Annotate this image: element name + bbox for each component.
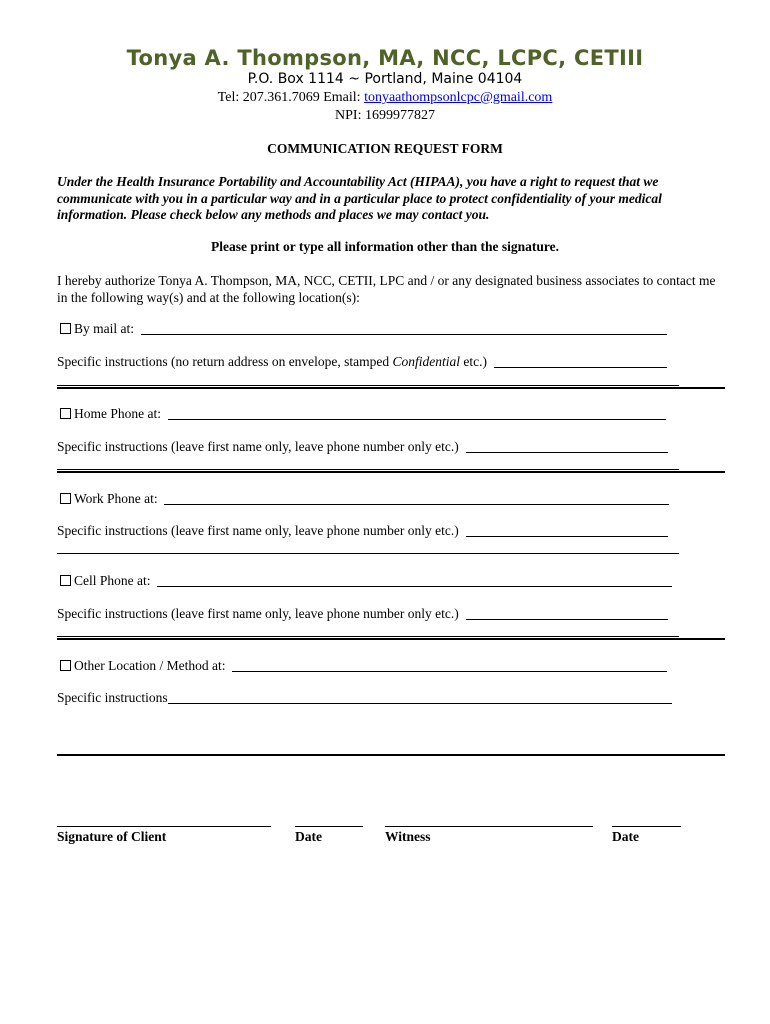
work-phone-row bbox=[60, 491, 669, 507]
practitioner-name: Tonya A. Thompson, MA, NCC, LCPC, CETIII bbox=[126, 46, 644, 70]
npi-number: NPI: 1699977827 bbox=[335, 108, 435, 123]
mail-address-field[interactable] bbox=[141, 322, 667, 335]
email-link[interactable]: tonyaathompsonlcpc@gmail.com bbox=[364, 90, 553, 105]
other-instructions-label: Specific instructions bbox=[57, 690, 168, 705]
section-divider bbox=[57, 638, 725, 640]
work-instructions-field[interactable] bbox=[466, 524, 668, 537]
work-phone-label: Work Phone at: bbox=[74, 491, 158, 506]
authorization-text: I hereby authorize Tonya A. Thompson, MA, NCC, CETII, LPC and / or any designated business associates to contact me in the following way(s) and at the following location(s): bbox=[57, 273, 716, 305]
home-instructions-line[interactable] bbox=[57, 469, 679, 470]
work-phone-field[interactable] bbox=[164, 492, 669, 505]
section-divider bbox=[57, 471, 725, 473]
other-instructions-field[interactable] bbox=[168, 691, 672, 704]
witness-date-label: Date bbox=[612, 829, 639, 844]
cell-phone-field[interactable] bbox=[157, 574, 672, 587]
other-method-label: Other Location / Method at: bbox=[74, 658, 226, 673]
home-phone-row bbox=[60, 406, 666, 422]
witness-date-line[interactable] bbox=[612, 826, 681, 827]
section-divider bbox=[57, 754, 725, 756]
work-instructions-row bbox=[57, 523, 668, 539]
home-instructions-label: Specific instructions (leave first name only, leave phone number only etc.) bbox=[57, 439, 459, 454]
home-instructions-field[interactable] bbox=[466, 440, 668, 453]
client-signature-line[interactable] bbox=[57, 826, 271, 827]
print-note: Please print or type all information other than the signature. bbox=[211, 239, 559, 254]
other-method-row bbox=[60, 658, 667, 674]
mail-instructions-field[interactable] bbox=[494, 355, 667, 368]
mail-instructions-line[interactable] bbox=[57, 385, 679, 386]
work-instructions-line[interactable] bbox=[57, 553, 679, 554]
mail-instructions-suffix: etc.) bbox=[460, 354, 488, 369]
mail-label: By mail at: bbox=[74, 321, 134, 336]
mail-instructions-row bbox=[57, 354, 667, 370]
mail-checkbox[interactable] bbox=[60, 323, 71, 334]
phone-email-label: Tel: 207.361.7069 Email: bbox=[217, 90, 365, 105]
work-phone-checkbox[interactable] bbox=[60, 493, 71, 504]
mail-row bbox=[60, 321, 667, 337]
postal-address: P.O. Box 1114 ~ Portland, Maine 04104 bbox=[247, 71, 523, 87]
client-signature-label: Signature of Client bbox=[57, 829, 167, 844]
client-date-line[interactable] bbox=[295, 826, 363, 827]
home-instructions-row bbox=[57, 439, 668, 455]
hipaa-intro: Under the Health Insurance Portability and Accountability Act (HIPAA), you have a right to request that we communicate with you in a particular way and in a particular place to protect confidentiality of your medical information. Please check below any methods and places we may contact you. bbox=[57, 174, 662, 222]
cell-instructions-label: Specific instructions (leave first name only, leave phone number only etc.) bbox=[57, 606, 459, 621]
cell-phone-label: Cell Phone at: bbox=[74, 573, 151, 588]
witness-label: Witness bbox=[385, 829, 431, 844]
work-instructions-label: Specific instructions (leave first name only, leave phone number only etc.) bbox=[57, 523, 459, 538]
section-divider bbox=[57, 387, 725, 389]
client-date-label: Date bbox=[295, 829, 322, 844]
home-phone-checkbox[interactable] bbox=[60, 408, 71, 419]
mail-instructions-prefix: Specific instructions (no return address on envelope, stamped bbox=[57, 354, 393, 369]
other-method-field[interactable] bbox=[232, 659, 667, 672]
home-phone-label: Home Phone at: bbox=[74, 406, 161, 421]
cell-phone-checkbox[interactable] bbox=[60, 575, 71, 586]
home-phone-field[interactable] bbox=[168, 407, 666, 420]
cell-instructions-field[interactable] bbox=[466, 607, 668, 620]
witness-signature-line[interactable] bbox=[385, 826, 593, 827]
cell-instructions-row bbox=[57, 606, 668, 622]
other-instructions-row bbox=[57, 690, 672, 706]
contact-line bbox=[0, 90, 770, 106]
cell-phone-row bbox=[60, 573, 672, 589]
mail-instructions-italic: Confidential bbox=[392, 354, 461, 369]
other-method-checkbox[interactable] bbox=[60, 660, 71, 671]
form-title: COMMUNICATION REQUEST FORM bbox=[267, 141, 503, 156]
cell-instructions-line[interactable] bbox=[57, 636, 679, 637]
